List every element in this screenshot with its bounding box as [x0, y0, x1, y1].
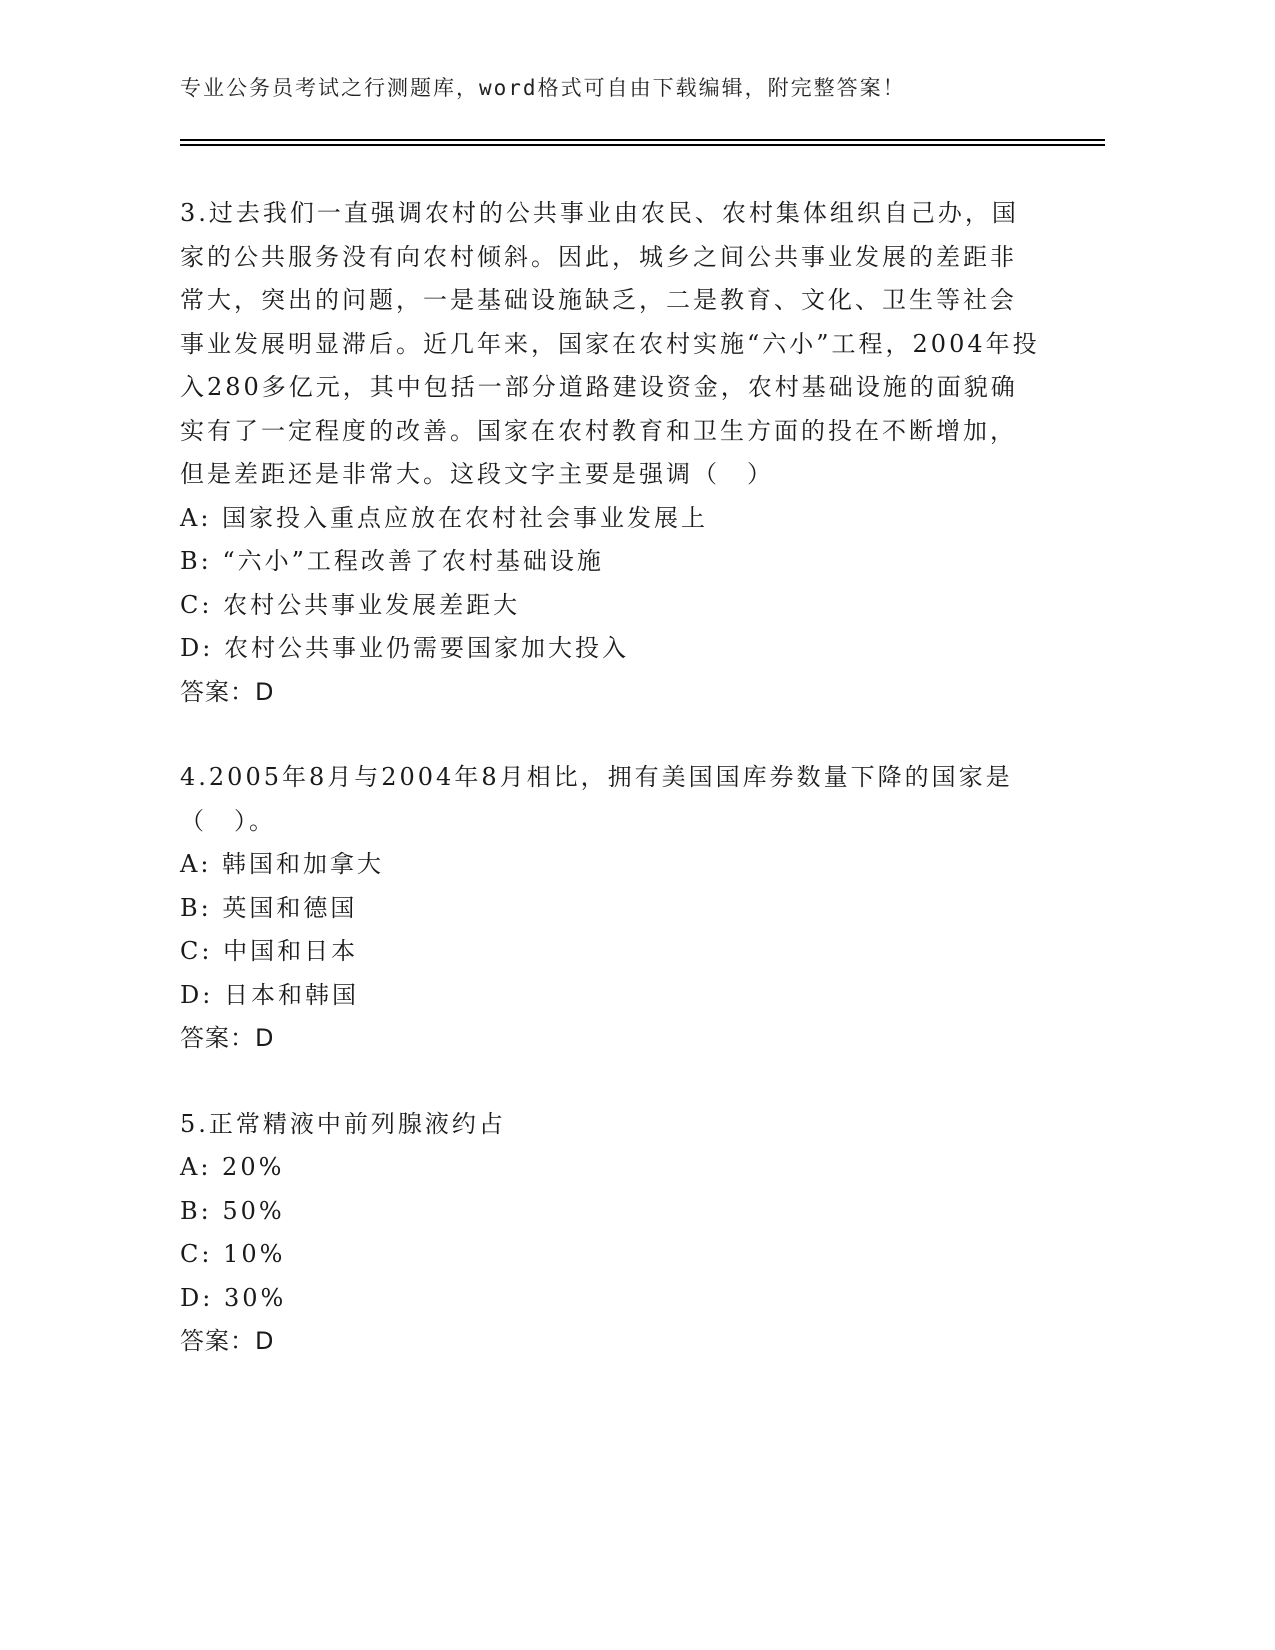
option-d: D: 日本和韩国 [180, 980, 359, 1009]
option-a: A: 20% [180, 1153, 285, 1181]
question-list [180, 192, 1040, 1406]
header-rule-top [180, 139, 1105, 141]
option-d: D: 农村公共事业仍需要国家加大投入 [180, 634, 629, 662]
question-4 [180, 756, 1040, 1061]
option-b: B: 50% [180, 1196, 285, 1225]
question-stem: 4.2005年8月与2004年8月相比，拥有美国国库券数量下降的国家是（ ）。 [180, 763, 1013, 835]
page-header: 专业公务员考试之行测题库，word格式可自由下载编辑，附完整答案！ [180, 76, 906, 100]
question-3 [180, 192, 1040, 714]
answer-line: 答案：D [180, 1327, 275, 1355]
question-stem: 5.正常精液中前列腺液约占 [180, 1109, 506, 1138]
option-a: A: 国家投入重点应放在农村社会事业发展上 [180, 503, 709, 532]
question-5 [180, 1103, 1040, 1364]
option-b: B: 英国和德国 [180, 893, 358, 922]
option-a: A: 韩国和加拿大 [180, 850, 385, 878]
option-c: C: 农村公共事业发展差距大 [180, 590, 521, 619]
option-b: B: “六小”工程改善了农村基础设施 [180, 547, 604, 575]
option-d: D: 30% [180, 1283, 287, 1312]
answer-line: 答案：D [180, 1024, 275, 1052]
question-stem: 3.过去我们一直强调农村的公共事业由农民、农村集体组织自己办，国家的公共服务没有向农村倾斜。因此，城乡之间公共事业发展的差距非常大，突出的问题，一是基础设施缺乏，二是教育、文化、卫生等社会事业发展明显滞后。近几年来，国家在农村实施“六小”工程，2004年投入280多亿元，其中包括一部分道路建设资金，农村基础设施的面貌确实有了一定程度的改善。国家在农村教育和卫生方面的投在不断增加，但是差距还是非常大。这段文字主要是强调（ ） [180, 199, 1040, 488]
header-rule-bottom [180, 144, 1105, 146]
answer-line: 答案：D [180, 677, 275, 706]
option-c: C: 10% [180, 1240, 286, 1268]
option-c: C: 中国和日本 [180, 937, 359, 965]
